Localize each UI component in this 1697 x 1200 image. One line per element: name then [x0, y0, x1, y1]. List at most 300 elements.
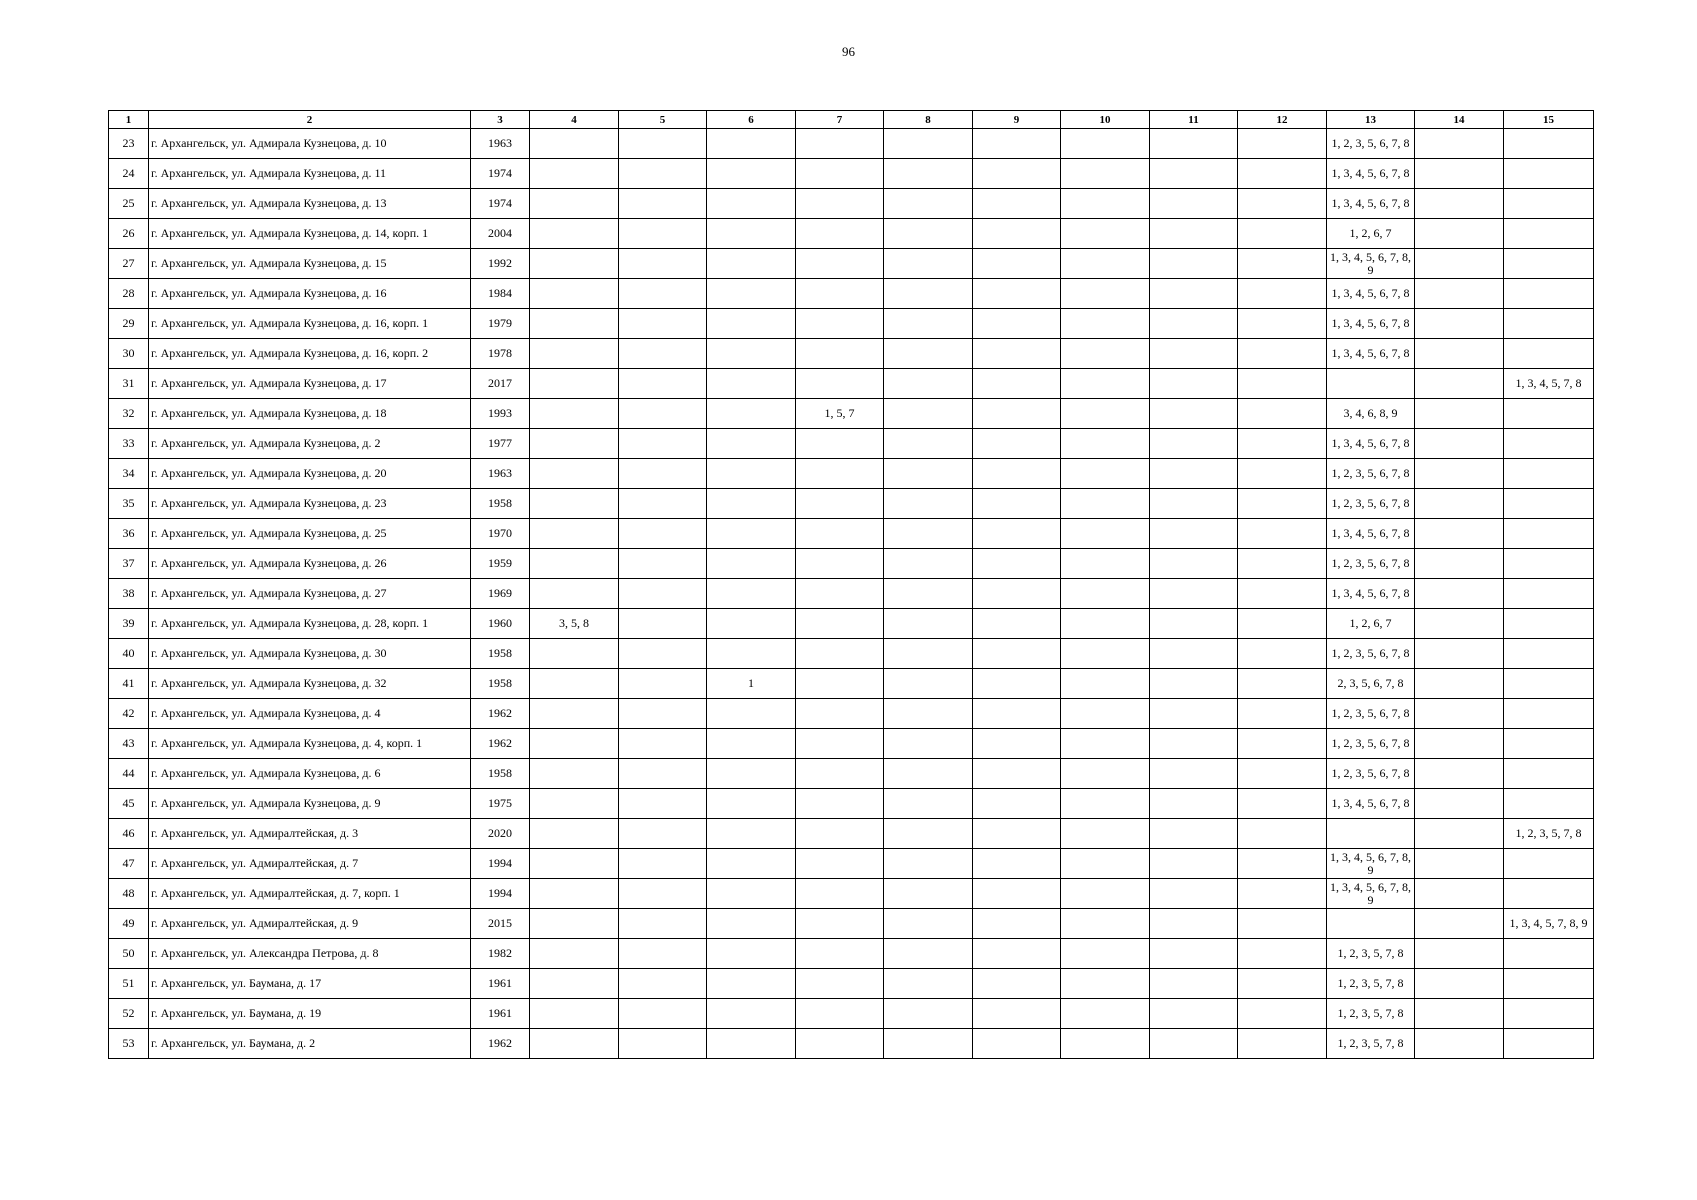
table-cell — [1415, 669, 1504, 699]
table-cell — [619, 939, 707, 969]
year-cell: 1974 — [471, 159, 530, 189]
table-cell — [1061, 159, 1150, 189]
table-cell — [884, 309, 973, 339]
table-row — [109, 849, 1594, 879]
table-cell: 1, 3, 4, 5, 7, 8 — [1504, 369, 1594, 399]
table-cell — [973, 369, 1061, 399]
table-cell — [973, 699, 1061, 729]
table-cell — [707, 969, 796, 999]
table-cell — [1150, 219, 1238, 249]
row-number-cell: 38 — [109, 579, 149, 609]
table-cell — [1150, 849, 1238, 879]
table-cell — [1415, 909, 1504, 939]
table-cell — [1061, 909, 1150, 939]
table-cell — [707, 699, 796, 729]
table-cell — [796, 129, 884, 159]
table-cell — [619, 189, 707, 219]
table-cell — [1150, 579, 1238, 609]
table-row — [109, 339, 1594, 369]
table-cell — [884, 159, 973, 189]
table-cell — [1504, 129, 1594, 159]
table-cell — [1061, 189, 1150, 219]
table-cell — [884, 789, 973, 819]
table-cell: 1, 3, 4, 5, 6, 7, 8 — [1327, 579, 1415, 609]
table-cell — [973, 339, 1061, 369]
table-cell: 1, 5, 7 — [796, 399, 884, 429]
table-cell — [1415, 1029, 1504, 1059]
table-cell — [1504, 759, 1594, 789]
table-cell — [619, 129, 707, 159]
table-cell — [973, 129, 1061, 159]
row-number-cell: 26 — [109, 219, 149, 249]
table-cell — [796, 909, 884, 939]
year-cell: 1994 — [471, 849, 530, 879]
year-cell: 2020 — [471, 819, 530, 849]
table-cell — [619, 519, 707, 549]
table-cell — [1150, 789, 1238, 819]
column-header: 5 — [619, 111, 707, 129]
table-cell — [973, 639, 1061, 669]
row-number-cell: 36 — [109, 519, 149, 549]
table-cell — [1415, 579, 1504, 609]
table-cell — [530, 159, 619, 189]
year-cell: 1994 — [471, 879, 530, 909]
table-cell — [884, 639, 973, 669]
table-cell — [619, 339, 707, 369]
table-row — [109, 939, 1594, 969]
address-cell: г. Архангельск, ул. Адмирала Кузнецова, д. 26 — [149, 549, 471, 579]
row-number-cell: 39 — [109, 609, 149, 639]
table-cell — [796, 249, 884, 279]
year-cell: 1993 — [471, 399, 530, 429]
table-cell — [707, 579, 796, 609]
table-cell — [884, 549, 973, 579]
table-cell: 1, 2, 3, 5, 6, 7, 8 — [1327, 549, 1415, 579]
year-cell: 2017 — [471, 369, 530, 399]
table-cell: 1, 3, 4, 5, 6, 7, 8, 9 — [1327, 849, 1415, 879]
table-cell — [1504, 459, 1594, 489]
table-cell — [1150, 309, 1238, 339]
table-cell — [973, 669, 1061, 699]
table-cell — [1061, 129, 1150, 159]
table-cell — [1238, 309, 1327, 339]
table-cell — [796, 549, 884, 579]
table-cell — [707, 279, 796, 309]
table-cell — [619, 789, 707, 819]
table-cell — [1150, 939, 1238, 969]
table-cell — [973, 399, 1061, 429]
table-cell: 1, 2, 3, 5, 7, 8 — [1327, 999, 1415, 1029]
table-cell — [1504, 249, 1594, 279]
table-cell — [619, 999, 707, 1029]
table-cell — [1150, 969, 1238, 999]
table-cell — [530, 189, 619, 219]
table-cell — [1415, 219, 1504, 249]
table-cell — [1504, 339, 1594, 369]
table-cell — [884, 339, 973, 369]
table-cell — [707, 489, 796, 519]
table-row — [109, 519, 1594, 549]
table-cell — [884, 849, 973, 879]
table-cell — [1238, 639, 1327, 669]
address-cell: г. Архангельск, ул. Адмиралтейская, д. 7 — [149, 849, 471, 879]
table-cell — [1504, 489, 1594, 519]
table-cell — [796, 819, 884, 849]
table-cell — [884, 489, 973, 519]
table-cell — [707, 369, 796, 399]
year-cell: 1960 — [471, 609, 530, 639]
table-cell — [1415, 789, 1504, 819]
table-cell — [973, 939, 1061, 969]
table-cell — [796, 369, 884, 399]
table-cell — [707, 879, 796, 909]
table-row — [109, 279, 1594, 309]
table-cell — [973, 579, 1061, 609]
address-cell: г. Архангельск, ул. Адмиралтейская, д. 3 — [149, 819, 471, 849]
table-cell — [884, 819, 973, 849]
table-cell — [530, 219, 619, 249]
table-cell — [973, 159, 1061, 189]
table-cell — [796, 729, 884, 759]
table-cell — [707, 249, 796, 279]
table-cell — [1061, 369, 1150, 399]
address-cell: г. Архангельск, ул. Адмирала Кузнецова, д. 4, корп. 1 — [149, 729, 471, 759]
table-cell — [796, 759, 884, 789]
table-cell — [1061, 999, 1150, 1029]
table-cell — [973, 489, 1061, 519]
table-cell — [1238, 489, 1327, 519]
table-cell: 1, 2, 3, 5, 7, 8 — [1327, 939, 1415, 969]
table-cell — [1415, 159, 1504, 189]
table-cell — [1504, 519, 1594, 549]
address-cell: г. Архангельск, ул. Баумана, д. 2 — [149, 1029, 471, 1059]
table-row — [109, 999, 1594, 1029]
table-cell — [796, 669, 884, 699]
table-cell — [973, 609, 1061, 639]
table-cell — [530, 999, 619, 1029]
table-row — [109, 489, 1594, 519]
table-cell — [1415, 549, 1504, 579]
table-cell — [796, 159, 884, 189]
table-cell — [796, 849, 884, 879]
address-cell: г. Архангельск, ул. Адмирала Кузнецова, д. 2 — [149, 429, 471, 459]
table-cell — [1415, 879, 1504, 909]
address-cell: г. Архангельск, ул. Адмирала Кузнецова, д. 15 — [149, 249, 471, 279]
year-cell: 1979 — [471, 309, 530, 339]
table-cell — [619, 879, 707, 909]
row-number-cell: 43 — [109, 729, 149, 759]
table-cell — [1061, 609, 1150, 639]
year-cell: 1958 — [471, 669, 530, 699]
table-cell — [1238, 429, 1327, 459]
year-cell: 1958 — [471, 489, 530, 519]
table-cell: 1, 2, 6, 7 — [1327, 219, 1415, 249]
address-cell: г. Архангельск, ул. Адмирала Кузнецова, д. 13 — [149, 189, 471, 219]
table-cell — [884, 429, 973, 459]
year-cell: 1958 — [471, 639, 530, 669]
table-cell — [1150, 879, 1238, 909]
table-cell — [884, 249, 973, 279]
column-header: 7 — [796, 111, 884, 129]
table-cell — [1504, 189, 1594, 219]
table-cell — [1415, 519, 1504, 549]
row-number-cell: 46 — [109, 819, 149, 849]
table-cell — [530, 759, 619, 789]
table-cell — [619, 969, 707, 999]
table-cell — [973, 309, 1061, 339]
year-cell: 1984 — [471, 279, 530, 309]
table-cell — [796, 969, 884, 999]
address-cell: г. Архангельск, ул. Адмирала Кузнецова, д. 10 — [149, 129, 471, 159]
table-cell — [707, 159, 796, 189]
table-cell — [1504, 429, 1594, 459]
table-cell — [707, 939, 796, 969]
table-cell — [1238, 579, 1327, 609]
table-cell — [1150, 999, 1238, 1029]
table-cell — [1238, 129, 1327, 159]
table-cell — [707, 399, 796, 429]
year-cell: 1975 — [471, 789, 530, 819]
table-cell — [619, 669, 707, 699]
table-cell: 1, 2, 3, 5, 6, 7, 8 — [1327, 639, 1415, 669]
table-cell — [1415, 939, 1504, 969]
table-cell — [1415, 129, 1504, 159]
table-cell — [884, 219, 973, 249]
table-cell — [619, 429, 707, 459]
row-number-cell: 24 — [109, 159, 149, 189]
table-row — [109, 609, 1594, 639]
table-cell — [884, 579, 973, 609]
table-cell: 1, 2, 3, 5, 6, 7, 8 — [1327, 459, 1415, 489]
table-cell — [1238, 999, 1327, 1029]
table-cell — [619, 699, 707, 729]
table-cell — [1238, 339, 1327, 369]
table-cell — [1238, 399, 1327, 429]
table-cell — [884, 1029, 973, 1059]
table-cell — [530, 1029, 619, 1059]
table-cell: 1, 3, 4, 5, 6, 7, 8 — [1327, 309, 1415, 339]
table-cell — [1150, 399, 1238, 429]
table-cell — [1061, 819, 1150, 849]
year-cell: 1970 — [471, 519, 530, 549]
column-header: 9 — [973, 111, 1061, 129]
year-cell: 1962 — [471, 1029, 530, 1059]
table-cell — [884, 879, 973, 909]
table-cell — [619, 819, 707, 849]
table-cell — [1415, 489, 1504, 519]
table-cell — [619, 309, 707, 339]
table-cell — [1238, 369, 1327, 399]
table-cell — [796, 579, 884, 609]
row-number-cell: 41 — [109, 669, 149, 699]
table-row — [109, 249, 1594, 279]
table-cell — [619, 909, 707, 939]
table-cell — [707, 129, 796, 159]
table-cell: 1, 3, 4, 5, 6, 7, 8 — [1327, 789, 1415, 819]
table-cell — [530, 549, 619, 579]
table-cell — [1150, 609, 1238, 639]
table-cell — [707, 759, 796, 789]
page-number: 96 — [842, 44, 855, 59]
table-cell — [796, 939, 884, 969]
table-cell — [707, 1029, 796, 1059]
table-cell — [796, 519, 884, 549]
table-cell — [1061, 219, 1150, 249]
table-cell — [1150, 759, 1238, 789]
table-cell — [1061, 879, 1150, 909]
table-cell — [530, 459, 619, 489]
table-cell: 1 — [707, 669, 796, 699]
column-header: 12 — [1238, 111, 1327, 129]
table-cell — [796, 999, 884, 1029]
table-cell — [530, 489, 619, 519]
address-cell: г. Архангельск, ул. Адмирала Кузнецова, д. 16, корп. 1 — [149, 309, 471, 339]
table-cell — [1061, 699, 1150, 729]
table-cell — [1061, 669, 1150, 699]
table-cell — [1061, 639, 1150, 669]
table-row — [109, 429, 1594, 459]
table-cell — [1150, 909, 1238, 939]
table-cell — [707, 429, 796, 459]
table-cell — [796, 189, 884, 219]
table-cell — [973, 189, 1061, 219]
table-cell — [1150, 369, 1238, 399]
table-cell — [1415, 429, 1504, 459]
row-number-cell: 28 — [109, 279, 149, 309]
table-cell — [1327, 909, 1415, 939]
table-cell — [973, 759, 1061, 789]
table-cell — [619, 729, 707, 759]
table-cell — [1504, 549, 1594, 579]
table-cell — [1238, 939, 1327, 969]
table-cell — [884, 279, 973, 309]
table-cell — [1415, 399, 1504, 429]
table-cell — [884, 459, 973, 489]
table-cell — [796, 309, 884, 339]
table-cell — [973, 879, 1061, 909]
table-cell — [1504, 939, 1594, 969]
table-cell: 1, 3, 4, 5, 7, 8, 9 — [1504, 909, 1594, 939]
table-cell — [973, 1029, 1061, 1059]
row-number-cell: 49 — [109, 909, 149, 939]
address-cell: г. Архангельск, ул. Адмирала Кузнецова, д. 14, корп. 1 — [149, 219, 471, 249]
table-cell — [1061, 849, 1150, 879]
table-cell — [1504, 849, 1594, 879]
table-row — [109, 759, 1594, 789]
row-number-cell: 33 — [109, 429, 149, 459]
column-header: 13 — [1327, 111, 1415, 129]
table-cell — [1150, 459, 1238, 489]
table-cell — [973, 819, 1061, 849]
table-cell — [619, 759, 707, 789]
table-cell — [1061, 249, 1150, 279]
table-cell — [1415, 849, 1504, 879]
table-cell — [973, 849, 1061, 879]
table-cell — [1061, 549, 1150, 579]
table-cell — [1504, 699, 1594, 729]
year-cell: 1963 — [471, 459, 530, 489]
table-cell — [973, 219, 1061, 249]
table-row — [109, 399, 1594, 429]
row-number-cell: 29 — [109, 309, 149, 339]
table-row — [109, 369, 1594, 399]
table-cell — [973, 519, 1061, 549]
table-cell — [884, 669, 973, 699]
table-cell — [796, 639, 884, 669]
table-cell — [1415, 609, 1504, 639]
table-cell — [884, 369, 973, 399]
table-row — [109, 129, 1594, 159]
table-cell — [707, 639, 796, 669]
table-cell — [707, 459, 796, 489]
row-number-cell: 48 — [109, 879, 149, 909]
table-cell — [530, 369, 619, 399]
table-cell — [973, 279, 1061, 309]
table-cell — [707, 189, 796, 219]
table-row — [109, 729, 1594, 759]
table-cell — [619, 579, 707, 609]
row-number-cell: 40 — [109, 639, 149, 669]
table-cell — [530, 909, 619, 939]
table-cell — [1327, 819, 1415, 849]
table-row — [109, 159, 1594, 189]
table-cell — [796, 489, 884, 519]
table-body — [109, 129, 1594, 1059]
address-cell: г. Архангельск, ул. Адмиралтейская, д. 9 — [149, 909, 471, 939]
table-cell — [1415, 459, 1504, 489]
table-cell — [1061, 969, 1150, 999]
table-cell — [1238, 279, 1327, 309]
table-cell — [884, 909, 973, 939]
table-cell — [530, 129, 619, 159]
table-cell — [1504, 639, 1594, 669]
column-header: 14 — [1415, 111, 1504, 129]
table-cell — [707, 309, 796, 339]
table-cell — [707, 339, 796, 369]
table-cell — [1415, 699, 1504, 729]
table-cell — [1061, 429, 1150, 459]
address-cell: г. Архангельск, ул. Адмирала Кузнецова, д. 32 — [149, 669, 471, 699]
column-header: 10 — [1061, 111, 1150, 129]
table-cell — [1238, 519, 1327, 549]
year-cell: 1961 — [471, 969, 530, 999]
table-cell — [530, 279, 619, 309]
address-cell: г. Архангельск, ул. Адмирала Кузнецова, д. 16 — [149, 279, 471, 309]
table-cell — [1061, 789, 1150, 819]
table-cell — [1504, 729, 1594, 759]
table-cell — [1415, 249, 1504, 279]
table-cell — [707, 849, 796, 879]
table-cell — [530, 309, 619, 339]
table-cell — [1238, 459, 1327, 489]
table-cell — [1238, 909, 1327, 939]
table-cell — [1150, 729, 1238, 759]
table-cell — [1061, 939, 1150, 969]
year-cell: 1992 — [471, 249, 530, 279]
table-cell: 1, 3, 4, 5, 6, 7, 8, 9 — [1327, 879, 1415, 909]
table-cell — [1150, 189, 1238, 219]
row-number-cell: 25 — [109, 189, 149, 219]
table-cell: 1, 2, 3, 5, 6, 7, 8 — [1327, 129, 1415, 159]
table-cell — [1238, 249, 1327, 279]
table-cell — [1504, 279, 1594, 309]
table-cell — [1061, 1029, 1150, 1059]
address-cell: г. Архангельск, ул. Александра Петрова, д. 8 — [149, 939, 471, 969]
table-cell — [1150, 669, 1238, 699]
table-row — [109, 309, 1594, 339]
table-cell — [707, 729, 796, 759]
table-cell: 1, 3, 4, 5, 6, 7, 8 — [1327, 189, 1415, 219]
